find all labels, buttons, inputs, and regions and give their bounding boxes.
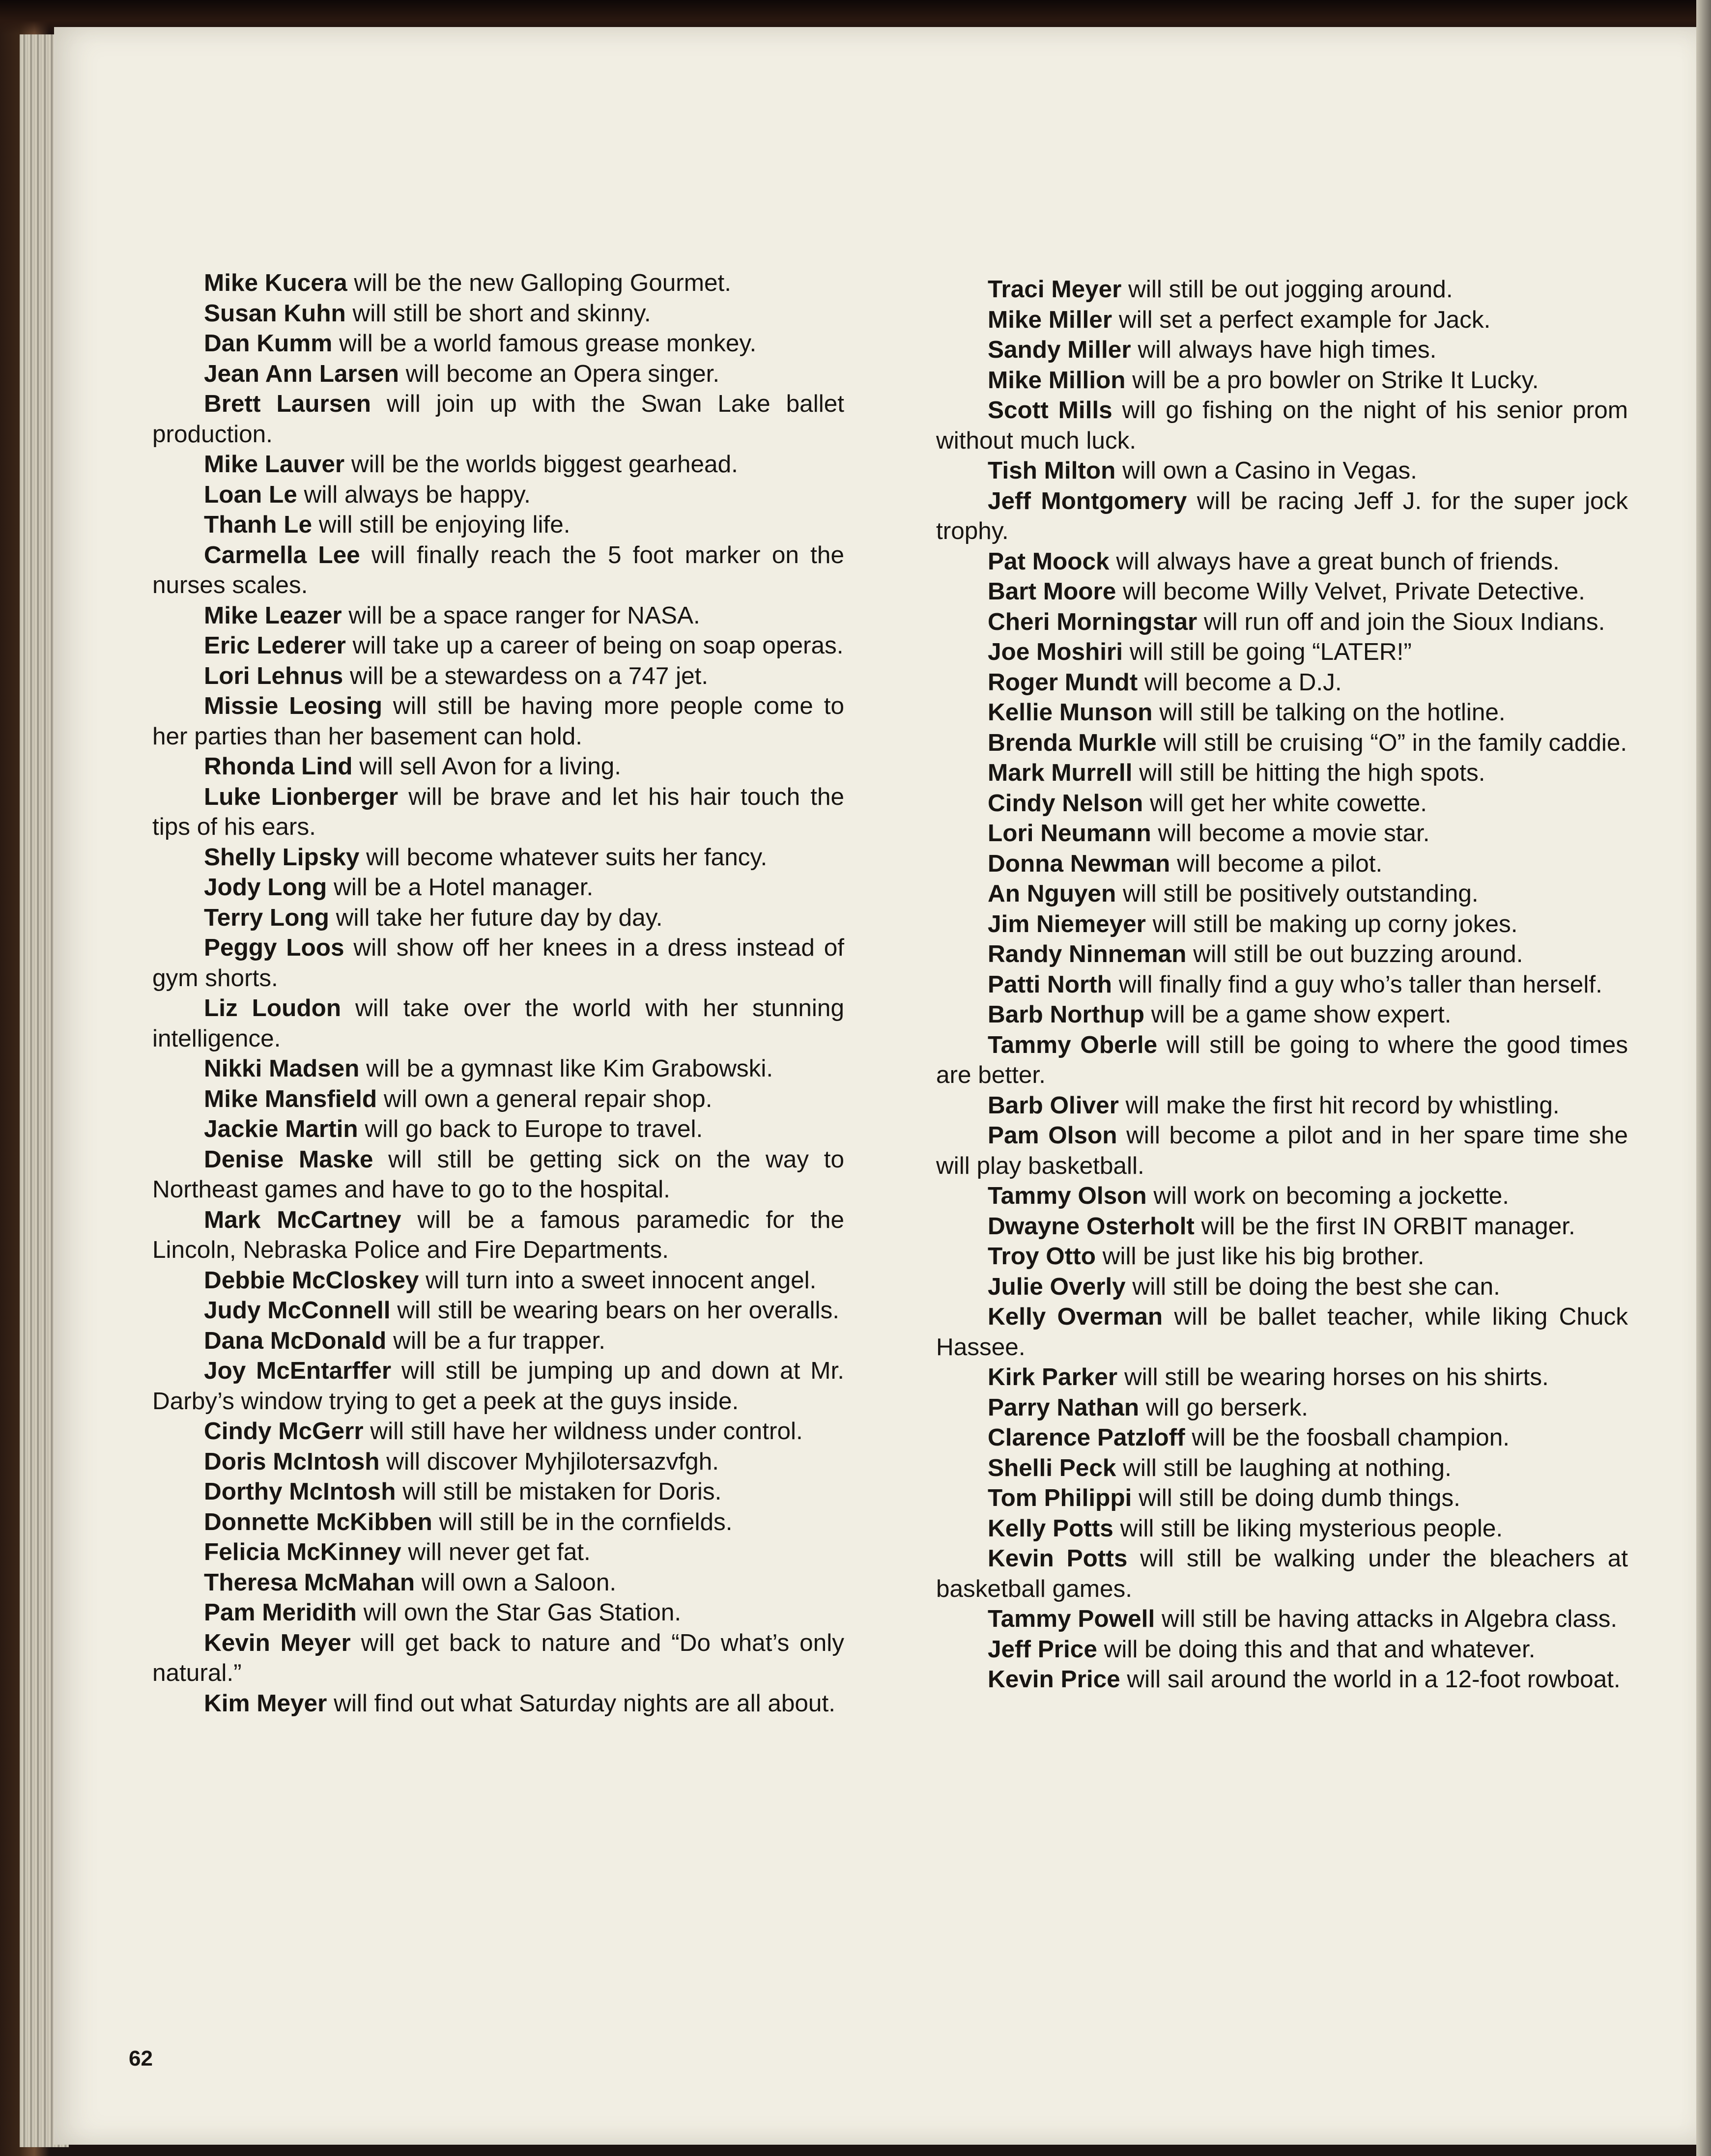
student-name: Jackie Martin (204, 1115, 358, 1142)
student-name: Cindy Nelson (988, 789, 1143, 817)
student-name: Denise Maske (204, 1145, 373, 1173)
student-name: Kevin Meyer (204, 1629, 351, 1656)
prediction-text: will finally find a guy who’s taller than herself. (1112, 970, 1602, 998)
student-name: Theresa McMahan (204, 1568, 415, 1596)
prediction-text: will still be jumping up and down at Mr. Darby’s window trying to get a peek at the guys inside. (152, 1357, 844, 1415)
prediction-text: will finally reach the 5 foot marker on the nurses scales. (152, 541, 844, 598)
prediction-entry (152, 751, 844, 782)
prediction-entry (936, 728, 1628, 758)
prediction-text: will still be enjoying life. (312, 511, 570, 538)
prediction-entry (936, 305, 1628, 335)
prediction-entry (936, 1030, 1628, 1090)
prediction-text: will be ballet teacher, while liking Chuck Hassee. (936, 1303, 1628, 1361)
prediction-text: will still be liking mysterious people. (1113, 1514, 1503, 1542)
prediction-entry (152, 933, 844, 993)
prediction-text: will still have her wildness under control. (363, 1418, 803, 1445)
prediction-entry (936, 1181, 1628, 1211)
student-name: Kevin Potts (988, 1545, 1128, 1572)
prediction-text: will become a pilot. (1170, 850, 1383, 877)
student-name: Brett Laursen (204, 390, 371, 417)
prediction-entry (936, 1604, 1628, 1634)
prediction-text: will take up a career of being on soap operas. (345, 632, 844, 659)
prediction-text: will turn into a sweet innocent angel. (419, 1266, 817, 1294)
prediction-entry (152, 389, 844, 449)
prediction-entry (152, 1567, 844, 1598)
prediction-text: will still be wearing bears on her overalls. (390, 1297, 839, 1324)
student-name: Mark Murrell (988, 759, 1133, 786)
prediction-text: will be a famous paramedic for the Lincoln, Nebraska Police and Fire Departments. (152, 1206, 844, 1263)
prediction-text: will own the Star Gas Station. (356, 1599, 682, 1626)
prediction-entry (152, 268, 844, 298)
student-name: Kelly Overman (988, 1303, 1163, 1330)
prediction-entry (152, 540, 844, 600)
student-name: Loan Le (204, 481, 297, 508)
prediction-entry (936, 1211, 1628, 1242)
student-name: An Nguyen (988, 880, 1116, 907)
student-name: Kim Meyer (204, 1689, 327, 1717)
prediction-entry (936, 576, 1628, 607)
prediction-text: will go back to Europe to travel. (358, 1115, 703, 1142)
student-name: Shelly Lipsky (204, 843, 360, 871)
prediction-text: will be the worlds biggest gearhead. (344, 451, 738, 478)
prediction-text: will be a fur trapper. (386, 1327, 606, 1354)
right-column (936, 274, 1628, 1695)
prediction-text: will get her white cowette. (1143, 789, 1427, 817)
prediction-entry (936, 365, 1628, 396)
prediction-entry (936, 455, 1628, 486)
student-name: Mark McCartney (204, 1206, 401, 1233)
prediction-text: will still be doing the best she can. (1125, 1273, 1500, 1300)
prediction-entry (152, 1114, 844, 1144)
prediction-entry (936, 1272, 1628, 1302)
prediction-entry (152, 449, 844, 480)
student-name: Tammy Powell (988, 1605, 1155, 1632)
student-name: Brenda Murkle (988, 729, 1157, 756)
prediction-text: will own a Saloon. (415, 1568, 617, 1596)
prediction-text: will be a stewardess on a 747 jet. (343, 662, 709, 689)
student-name: Clarence Patzloff (988, 1424, 1185, 1451)
student-name: Jeff Montgomery (988, 487, 1187, 514)
student-name: Tom Philippi (988, 1484, 1132, 1511)
prediction-entry (152, 993, 844, 1053)
student-name: Dorthy McIntosh (204, 1478, 396, 1505)
student-name: Mike Kucera (204, 269, 347, 296)
prediction-entry (152, 1447, 844, 1477)
prediction-entry (936, 1241, 1628, 1272)
prediction-text: will go berserk. (1139, 1393, 1308, 1421)
page-right-edge (1696, 0, 1711, 2156)
prediction-text: will still be positively outstanding. (1116, 880, 1479, 907)
prediction-entry (152, 1628, 844, 1688)
prediction-entry (152, 1537, 844, 1567)
student-name: Felicia McKinney (204, 1538, 401, 1565)
student-name: Tish Milton (988, 457, 1116, 484)
page-number: 62 (129, 2046, 153, 2071)
prediction-entry (936, 758, 1628, 788)
prediction-text: will still be going to where the good times are better. (936, 1031, 1628, 1088)
prediction-text: will become an Opera singer. (399, 360, 720, 387)
prediction-text: will run off and join the Sioux Indians. (1197, 608, 1605, 635)
prediction-text: will still be making up corny jokes. (1145, 910, 1518, 937)
student-name: Dan Kumm (204, 330, 333, 357)
prediction-entry (152, 1265, 844, 1296)
prediction-entry (152, 298, 844, 329)
prediction-text: will be just like his big brother. (1096, 1243, 1425, 1270)
student-name: Cheri Morningstar (988, 608, 1198, 635)
prediction-text: will still be mistaken for Doris. (396, 1478, 722, 1505)
prediction-text: will still be hitting the high spots. (1132, 759, 1485, 786)
student-name: Randy Ninneman (988, 940, 1187, 967)
prediction-text: will still be going “LATER!” (1123, 638, 1412, 665)
prediction-entry (936, 1302, 1628, 1362)
student-name: Shelli Peck (988, 1454, 1116, 1481)
prediction-entry (152, 1326, 844, 1356)
prediction-text: will still be doing dumb things. (1132, 1484, 1460, 1511)
student-name: Debbie McCloskey (204, 1266, 419, 1294)
prediction-text: will still be having more people come to her parties than her basement can hold. (152, 692, 844, 750)
prediction-text: will become whatever suits her fancy. (359, 843, 768, 871)
prediction-text: will be a game show expert. (1144, 1001, 1452, 1028)
prediction-entry (152, 903, 844, 933)
prediction-text: will be doing this and that and whatever. (1097, 1635, 1536, 1663)
prediction-text: will own a general repair shop. (377, 1085, 713, 1112)
student-name: Roger Mundt (988, 668, 1138, 696)
prediction-text: will still be out buzzing around. (1186, 940, 1523, 967)
prediction-entry (152, 480, 844, 510)
prediction-text: will still be talking on the hotline. (1152, 699, 1506, 726)
student-name: Lori Lehnus (204, 662, 343, 689)
left-column (152, 268, 844, 1718)
prediction-text: will be brave and let his hair touch the tips of his ears. (152, 783, 845, 840)
prediction-entry (936, 1543, 1628, 1604)
student-name: Thanh Le (204, 511, 312, 538)
student-name: Tammy Olson (988, 1182, 1147, 1209)
prediction-text: will be a Hotel manager. (327, 874, 594, 901)
student-name: Tammy Oberle (988, 1031, 1158, 1058)
prediction-entry (936, 486, 1628, 546)
prediction-text: will make the first hit record by whistling. (1118, 1091, 1560, 1119)
prediction-entry (152, 1144, 844, 1205)
prediction-entry (936, 788, 1628, 819)
prediction-text: will still be short and skinny. (345, 299, 651, 327)
student-name: Peggy Loos (204, 934, 344, 961)
prediction-text: will discover Myhjilotersazvfgh. (379, 1447, 719, 1475)
prediction-entry (936, 879, 1628, 909)
prediction-text: will be a pro bowler on Strike It Lucky. (1125, 366, 1539, 394)
prediction-entry (936, 818, 1628, 849)
student-name: Bart Moore (988, 578, 1116, 605)
student-name: Jody Long (204, 874, 327, 901)
student-name: Donnette McKibben (204, 1508, 432, 1535)
student-name: Parry Nathan (988, 1393, 1140, 1421)
prediction-text: will take over the world with her stunning intelligence. (152, 994, 844, 1052)
prediction-entry (936, 1090, 1628, 1121)
prediction-text: will find out what Saturday nights are all about. (327, 1689, 835, 1717)
student-name: Kellie Munson (988, 699, 1153, 726)
student-name: Barb Northup (988, 1001, 1144, 1028)
prediction-entry (936, 546, 1628, 577)
student-name: Dwayne Osterholt (988, 1212, 1195, 1240)
prediction-text: will still be cruising “O” in the family caddie. (1156, 729, 1627, 756)
student-name: Pam Meridith (204, 1599, 357, 1626)
prediction-text: will become Willy Velvet, Private Detective. (1116, 578, 1585, 605)
student-name: Pam Olson (988, 1122, 1117, 1149)
prediction-entry (936, 697, 1628, 728)
student-name: Luke Lionberger (204, 783, 399, 810)
prediction-text: will still be wearing horses on his shirts. (1117, 1363, 1549, 1390)
prediction-entry (936, 909, 1628, 939)
prediction-entry (936, 1392, 1628, 1423)
prediction-entry (152, 872, 844, 903)
prediction-entry (936, 1362, 1628, 1392)
prediction-entry (936, 1453, 1628, 1483)
prediction-entry (936, 939, 1628, 969)
prediction-entry (152, 630, 844, 661)
student-name: Scott Mills (988, 397, 1112, 424)
prediction-entry (152, 842, 844, 873)
student-name: Pat Moock (988, 547, 1110, 575)
student-name: Cindy McGerr (204, 1418, 364, 1445)
student-name: Patti North (988, 970, 1112, 998)
student-name: Kirk Parker (988, 1363, 1118, 1390)
prediction-text: will still be laughing at nothing. (1116, 1454, 1452, 1481)
student-name: Nikki Madsen (204, 1055, 360, 1082)
student-name: Judy McConnell (204, 1297, 391, 1324)
student-name: Jeff Price (988, 1635, 1097, 1663)
prediction-entry (152, 1356, 844, 1416)
prediction-text: will join up with the Swan Lake ballet production. (152, 390, 844, 448)
student-name: Terry Long (204, 904, 329, 931)
prediction-entry (152, 1295, 844, 1326)
prediction-entry (936, 395, 1628, 455)
student-name: Traci Meyer (988, 276, 1122, 303)
prediction-text: will be a world famous grease monkey. (332, 330, 757, 357)
prediction-entry (152, 328, 844, 359)
prediction-entry (152, 1205, 844, 1265)
student-name: Dana McDonald (204, 1327, 387, 1354)
student-name: Susan Kuhn (204, 299, 346, 327)
prediction-entry (152, 510, 844, 540)
prediction-text: will sell Avon for a living. (352, 753, 622, 780)
student-name: Carmella Lee (204, 541, 360, 568)
student-name: Barb Oliver (988, 1091, 1119, 1119)
prediction-text: will take her future day by day. (329, 904, 663, 931)
prediction-entry (936, 1483, 1628, 1513)
prediction-entry (152, 1084, 844, 1114)
student-name: Mike Mansfield (204, 1085, 377, 1112)
prediction-text: will be the foosball champion. (1185, 1424, 1510, 1451)
prediction-text: will become a movie star. (1151, 820, 1430, 847)
prediction-text: will show off her knees in a dress instead of gym shorts. (152, 934, 844, 992)
prediction-entry (936, 1422, 1628, 1453)
prediction-entry (152, 1416, 844, 1447)
student-name: Doris McIntosh (204, 1447, 380, 1475)
prediction-text: will still be in the cornfields. (432, 1508, 733, 1535)
prediction-entry (936, 637, 1628, 667)
prediction-text: will own a Casino in Vegas. (1115, 457, 1417, 484)
student-name: Jean Ann Larsen (204, 360, 399, 387)
prediction-entry (152, 600, 844, 631)
prediction-entry (152, 782, 844, 842)
student-name: Mike Miller (988, 306, 1112, 333)
student-name: Rhonda Lind (204, 753, 353, 780)
prediction-entry (936, 969, 1628, 1000)
student-name: Jim Niemeyer (988, 910, 1146, 937)
prediction-entry (936, 849, 1628, 879)
prediction-entry (152, 691, 844, 751)
prediction-entry (936, 1634, 1628, 1665)
prediction-entry (936, 607, 1628, 637)
prediction-text: will become a pilot and in her spare time she will play basketball. (936, 1122, 1628, 1179)
student-name: Donna Newman (988, 850, 1170, 877)
prediction-text: will be a gymnast like Kim Grabowski. (359, 1055, 773, 1082)
prediction-entry (936, 274, 1628, 305)
student-name: Julie Overly (988, 1273, 1126, 1300)
student-name: Sandy Miller (988, 336, 1131, 363)
student-name: Troy Otto (988, 1243, 1096, 1270)
prediction-text: will be the first IN ORBIT manager. (1194, 1212, 1575, 1240)
prediction-entry (152, 359, 844, 389)
student-name: Missie Leosing (204, 692, 382, 719)
prediction-entry (936, 1664, 1628, 1695)
student-name: Mike Million (988, 366, 1126, 394)
prediction-entry (152, 661, 844, 691)
prediction-entry (152, 1053, 844, 1084)
student-name: Joy McEntarffer (204, 1357, 392, 1384)
prediction-entry (152, 1597, 844, 1628)
student-name: Eric Lederer (204, 632, 346, 659)
prediction-text: will sail around the world in a 12-foot rowboat. (1120, 1666, 1621, 1693)
student-name: Mike Leazer (204, 601, 342, 629)
student-name: Lori Neumann (988, 820, 1151, 847)
prediction-entry (936, 1513, 1628, 1544)
prediction-entry (936, 1120, 1628, 1181)
student-name: Kelly Potts (988, 1514, 1113, 1542)
prediction-text: will still be having attacks in Algebra class. (1155, 1605, 1618, 1632)
prediction-text: will go fishing on the night of his senior prom without much luck. (936, 397, 1628, 454)
student-name: Mike Lauver (204, 451, 345, 478)
student-name: Kevin Price (988, 1666, 1120, 1693)
prediction-text: will get back to nature and “Do what’s only natural.” (152, 1629, 844, 1686)
prediction-text: will always have high times. (1131, 336, 1437, 363)
prediction-entry (936, 667, 1628, 698)
student-name: Joe Moshiri (988, 638, 1123, 665)
prediction-entry (936, 335, 1628, 365)
prediction-text: will still be getting sick on the way to Northeast games and have to go to the hospital. (152, 1145, 844, 1203)
prediction-entry (936, 999, 1628, 1030)
prediction-text: will be the new Galloping Gourmet. (347, 269, 732, 296)
prediction-text: will be a space ranger for NASA. (342, 601, 700, 629)
prediction-text: will always be happy. (297, 481, 531, 508)
prediction-text: will still be walking under the bleachers at basketball games. (936, 1545, 1628, 1602)
prediction-text: will be racing Jeff J. for the super jock trophy. (936, 487, 1628, 544)
prediction-text: will set a perfect example for Jack. (1112, 306, 1491, 333)
prediction-text: will never get fat. (401, 1538, 591, 1565)
prediction-text: will become a D.J. (1138, 668, 1342, 696)
prediction-text: will work on becoming a jockette. (1146, 1182, 1509, 1209)
student-name: Liz Loudon (204, 994, 342, 1021)
prediction-entry (152, 1476, 844, 1507)
prediction-entry (152, 1507, 844, 1537)
prediction-entry (152, 1688, 844, 1719)
prediction-text: will still be out jogging around. (1121, 276, 1453, 303)
prediction-text: will always have a great bunch of friends. (1109, 547, 1560, 575)
